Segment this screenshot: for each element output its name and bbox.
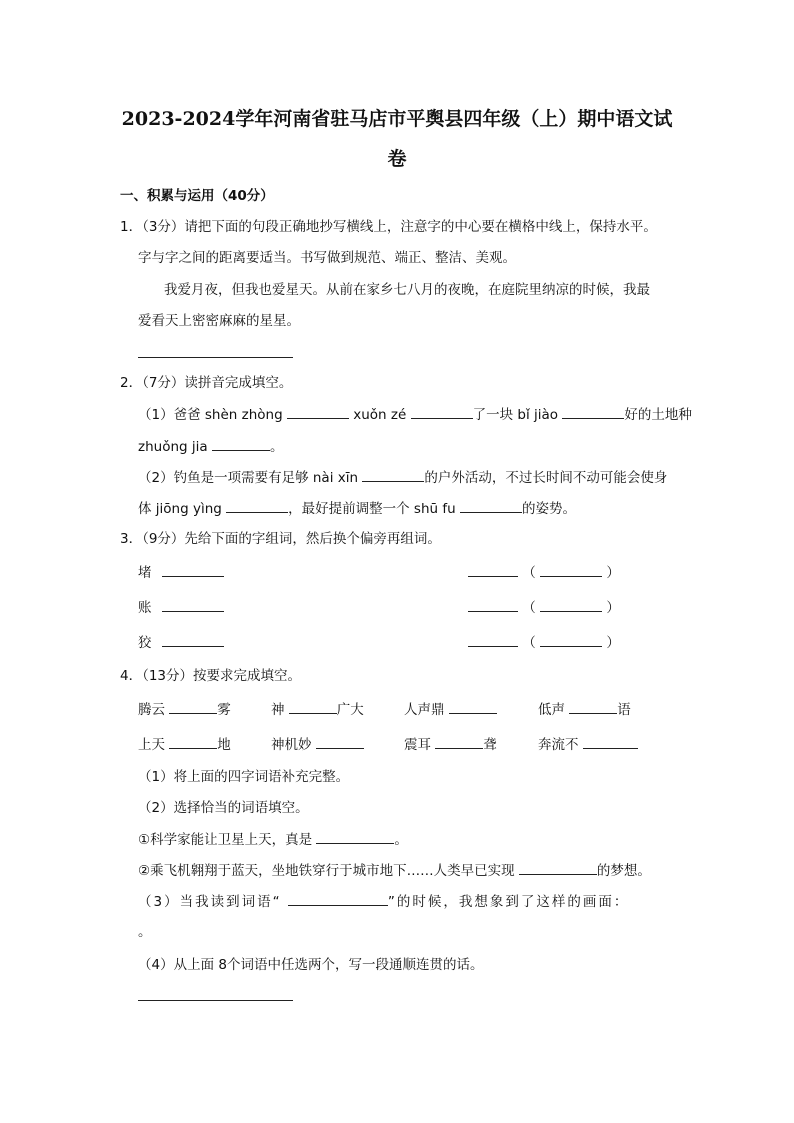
q3-blank-new-word[interactable] xyxy=(540,632,602,647)
q3-row-3-left xyxy=(138,632,224,653)
q2-p2-text-a: （2）钓鱼是一项需要有足够 nài xīn xyxy=(138,470,359,486)
paren-close: ） xyxy=(606,565,620,581)
q2-p1-text-c: 了一块 bǐ jiào xyxy=(472,407,559,423)
paren-open: （ xyxy=(522,635,536,651)
q3-blank[interactable] xyxy=(162,562,224,577)
idiom-part: 广大 xyxy=(336,702,364,718)
q3-blank-new-char[interactable] xyxy=(468,632,518,647)
idiom-blank[interactable] xyxy=(169,699,217,714)
q4-item1-end: 。 xyxy=(394,832,408,848)
idiom-part: 神 xyxy=(271,702,285,718)
idiom-7 xyxy=(404,734,497,755)
idiom-blank[interactable] xyxy=(569,699,617,714)
q2-p1-text-f: 。 xyxy=(269,439,284,455)
q4-sub1: （1）将上面的四字词语补充完整。 xyxy=(138,769,350,785)
q2-p1-text-d: 好的土地种 xyxy=(624,407,692,423)
paren-open: （ xyxy=(522,600,536,616)
q4-item2-blank[interactable] xyxy=(519,860,597,875)
idiom-1 xyxy=(138,699,231,720)
idiom-part: 奔流不 xyxy=(538,737,579,753)
paren-close: ） xyxy=(606,600,620,616)
idiom-2 xyxy=(271,699,364,720)
idiom-part: 雾 xyxy=(217,702,231,718)
q2-blank-2[interactable] xyxy=(411,404,473,419)
idiom-part: 地 xyxy=(217,737,231,753)
q3-blank[interactable] xyxy=(162,597,224,612)
q4-item2-text: ②乘飞机翱翔于蓝天，坐地铁穿行于城市地下……人类早已实现 xyxy=(138,863,515,879)
q2-blank-6[interactable] xyxy=(226,498,288,513)
q1-passage-line2: 爱看天上密密麻麻的星星。 xyxy=(138,313,300,329)
q3-char: 狡 xyxy=(138,635,152,651)
q2-blank-3[interactable] xyxy=(562,404,624,419)
idiom-5 xyxy=(138,734,231,755)
idiom-part: 腾云 xyxy=(138,702,165,718)
q2-blank-5[interactable] xyxy=(362,467,424,482)
q4-sub3-text-b: ”的时候，我想象到了这样的画面： xyxy=(387,894,630,910)
idiom-4 xyxy=(538,699,631,720)
q2-p1-text-a: （1）爸爸 shèn zhòng xyxy=(138,407,283,423)
q3-row-3-right xyxy=(468,632,620,653)
q3-blank-new-char[interactable] xyxy=(468,562,518,577)
paren-close: ） xyxy=(606,635,620,651)
q4-sub3-word-blank[interactable] xyxy=(288,891,388,906)
idiom-blank[interactable] xyxy=(583,734,638,749)
idiom-3 xyxy=(404,699,497,720)
q1-passage-line1: 我爱月夜，但我也爱星天。从前在家乡七八月的夜晚，在庭院里纳凉的时候，我最 xyxy=(164,282,650,298)
q3-blank-new-word[interactable] xyxy=(540,597,602,612)
q4-sub3-end: 。 xyxy=(138,924,152,940)
q4-item2 xyxy=(138,860,651,881)
idiom-blank[interactable] xyxy=(169,734,217,749)
q2-p2-text-d: ，最好提前调整一个 shū fu xyxy=(288,501,456,517)
idiom-blank[interactable] xyxy=(449,699,497,714)
paren-open: （ xyxy=(522,565,536,581)
idiom-blank[interactable] xyxy=(316,734,364,749)
q1-answer-line[interactable] xyxy=(138,357,293,358)
q2-p2-text-c: 体 jiōng yìng xyxy=(138,501,222,517)
q3-char: 堵 xyxy=(138,565,152,581)
q4-item1-blank[interactable] xyxy=(316,829,394,844)
q2-part2-line2 xyxy=(138,498,576,519)
exam-title-line1: 2023-2024学年河南省驻马店市平舆县四年级（上）期中语文试 xyxy=(121,108,673,130)
q2-blank-7[interactable] xyxy=(460,498,522,513)
idiom-blank[interactable] xyxy=(289,699,337,714)
q4-sub4: （4）从上面 8个词语中任选两个，写一段通顺连贯的话。 xyxy=(138,957,484,973)
q3-blank[interactable] xyxy=(162,632,224,647)
q2-blank-1[interactable] xyxy=(287,404,349,419)
q1-instruction-line1: 1．（3分）请把下面的句段正确地抄写横线上，注意字的中心要在横格中线上，保持水平。 xyxy=(120,219,657,235)
q3-blank-new-char[interactable] xyxy=(468,597,518,612)
q3-row-2-right xyxy=(468,597,620,618)
idiom-6 xyxy=(271,734,364,755)
q4-sub2: （2）选择恰当的词语填空。 xyxy=(138,800,309,816)
q2-p1-text-e: zhuǒng jia xyxy=(138,439,208,455)
q4-item1 xyxy=(138,829,408,850)
q4-heading: 4．（13分）按要求完成填空。 xyxy=(120,668,302,684)
q4-sub3 xyxy=(138,891,629,912)
q4-sub3-text-a: （3）当我读到词语“ xyxy=(138,894,282,910)
section-heading: 一、积累与运用（40分） xyxy=(120,188,274,204)
q2-part1-line2 xyxy=(138,436,283,457)
q4-item2-end: 的梦想。 xyxy=(596,863,651,879)
idiom-blank[interactable] xyxy=(435,734,483,749)
q3-row-1-left xyxy=(138,562,224,583)
idiom-part: 语 xyxy=(617,702,631,718)
q4-answer-line[interactable] xyxy=(138,1000,293,1001)
idiom-part: 上天 xyxy=(138,737,165,753)
q1-instruction-line2: 字与字之间的距离要适当。书写做到规范、端正、整洁、美观。 xyxy=(138,250,516,266)
q2-blank-4[interactable] xyxy=(212,436,270,451)
q3-char: 账 xyxy=(138,600,152,616)
q3-blank-new-word[interactable] xyxy=(540,562,602,577)
exam-title-line2: 卷 xyxy=(387,148,407,170)
idiom-part: 人声鼎 xyxy=(404,702,445,718)
q4-item1-text: ①科学家能让卫星上天，真是 xyxy=(138,832,313,848)
idiom-part: 神机妙 xyxy=(271,737,312,753)
q3-row-1-right xyxy=(468,562,620,583)
idiom-part: 低声 xyxy=(538,702,565,718)
idiom-part: 震耳 xyxy=(404,737,431,753)
q2-p1-text-b: xuǒn zé xyxy=(353,407,407,423)
q2-p2-text-e: 的姿势。 xyxy=(521,501,576,517)
idiom-8 xyxy=(538,734,638,755)
q2-part2-line1 xyxy=(138,467,667,488)
idiom-part: 聋 xyxy=(483,737,497,753)
q2-p2-text-b: 的户外活动，不过长时间不动可能会使身 xyxy=(424,470,668,486)
q3-heading: 3．（9分）先给下面的字组词，然后换个偏旁再组词。 xyxy=(120,531,441,547)
q2-part1-line1 xyxy=(138,404,692,425)
q2-heading: 2．（7分）读拼音完成填空。 xyxy=(120,375,293,391)
q3-row-2-left xyxy=(138,597,224,618)
